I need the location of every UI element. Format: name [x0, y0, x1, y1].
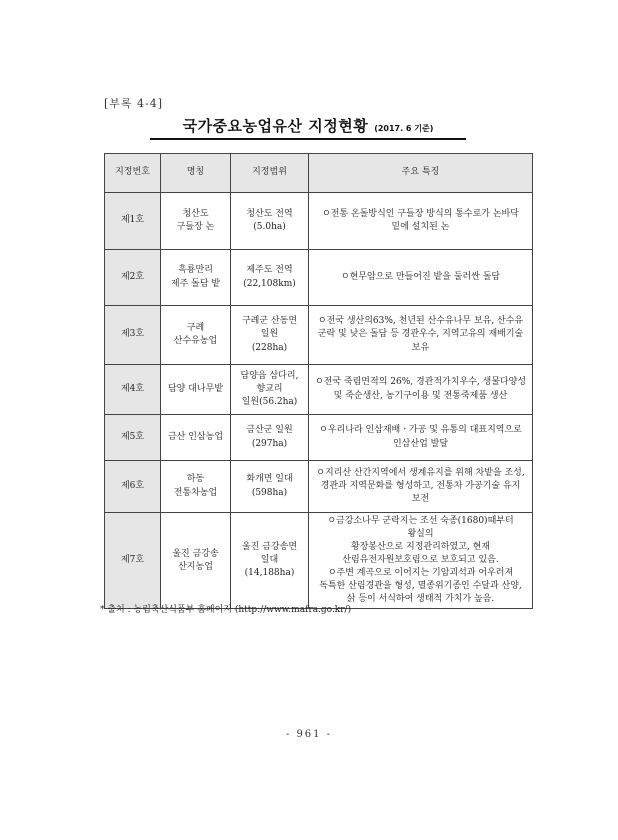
cell-name	[161, 193, 231, 250]
cell-id: 제6호	[105, 461, 161, 513]
cell-range	[231, 415, 309, 461]
cell-line: 제주 돌담 밭	[170, 278, 221, 289]
cell-line: (22,108km)	[243, 278, 296, 289]
cell-line: ㅇ주변 계곡으로 이어지는 기암괴석과 어우러져	[327, 568, 514, 579]
cell-line: ㅇ전국 죽림면적의 26%, 경관적가치우수, 생물다양성	[314, 377, 527, 388]
cell-range	[231, 461, 309, 513]
cell-line: 황장봉산으로 지정관리하였고, 현재	[351, 542, 490, 553]
appendix-label: [부록 4-4]	[104, 97, 164, 110]
cell-line: 산수유농업	[173, 336, 218, 346]
cell-line: 구들장 논	[176, 222, 215, 232]
cell-features	[309, 193, 533, 250]
page-number: - 961 -	[285, 729, 333, 740]
cell-line: 금산 인삼농업	[167, 431, 224, 442]
cell-name	[161, 250, 231, 306]
cell-range	[231, 513, 309, 609]
cell-name	[161, 365, 231, 415]
cell-line: ㅇ전국 생산의63%, 천년된 산수유나무 보유, 산수유	[317, 316, 524, 327]
title-underline	[150, 138, 466, 140]
cell-line: 제주도 전역	[246, 265, 293, 276]
cell-line: 구례	[186, 322, 205, 333]
cell-name	[161, 461, 231, 513]
cell-name	[161, 306, 231, 365]
cell-line: 삵 등이 서식하여 생태적 가치가 높음.	[346, 594, 495, 605]
cell-line: 인삼산업 발달	[392, 438, 449, 449]
header-features: 주요 특징	[309, 154, 533, 193]
cell-line: 전통차농업	[173, 487, 218, 498]
cell-line: 향교리	[256, 383, 283, 394]
title-date: (2017. 6 기준)	[374, 124, 434, 133]
cell-line: 보전	[411, 494, 430, 505]
cell-line: 화개면 일대	[246, 474, 293, 485]
cell-features	[309, 365, 533, 415]
cell-range	[231, 306, 309, 365]
table-row	[105, 461, 533, 513]
table-row	[105, 415, 533, 461]
cell-line: 청산도	[182, 208, 209, 219]
cell-line: (598ha)	[251, 487, 288, 498]
cell-name	[161, 415, 231, 461]
cell-line: ㅇ금강소나무 군락지는 조선 숙종(1680)때부터 왕실의	[327, 516, 514, 540]
cell-id: 제1호	[105, 193, 161, 250]
cell-line: 하동	[186, 474, 205, 485]
cell-range	[231, 193, 309, 250]
document-title	[150, 115, 466, 136]
cell-line: (14,188ha)	[244, 568, 295, 579]
cell-line: 산지농업	[178, 561, 213, 572]
cell-line: 울진 금강송	[172, 548, 219, 559]
cell-id: 제3호	[105, 306, 161, 365]
table-row	[105, 250, 533, 306]
cell-line: 경관과 지역문화를 형성하고, 전통차 가공기술 유지	[320, 480, 521, 491]
cell-line: 밑에 설치된 논	[391, 222, 450, 232]
cell-id: 제7호	[105, 513, 161, 609]
source-footnote: * 출처 : 농림축산식품부 홈페이지 (http://www.mafra.go.kr/)	[100, 605, 352, 615]
cell-line: 일원	[260, 329, 279, 340]
cell-line: 군락 및 낮은 돌담 등 경관우수, 지역고유의 재배기술	[317, 329, 524, 340]
cell-line: ㅇ현무암으로 만들어진 밭을 둘러싼 돌담	[340, 271, 501, 282]
title-text: 국가중요농업유산 지정현황	[182, 117, 369, 135]
cell-id: 제4호	[105, 365, 161, 415]
cell-range	[231, 250, 309, 306]
cell-line: ㅇ우리나라 인삼재배ㆍ가공 및 유통의 대표지역으로	[319, 425, 522, 436]
table-row	[105, 193, 533, 250]
cell-features	[309, 461, 533, 513]
cell-line: 보유	[411, 342, 430, 353]
cell-line: 독특한 산림경관을 형성, 멸종위기종인 수달과 산양,	[319, 581, 522, 592]
cell-id: 제2호	[105, 250, 161, 306]
cell-line: 담양 대나무밭	[167, 383, 224, 394]
header-id: 지정번호	[105, 154, 161, 193]
cell-range	[231, 365, 309, 415]
cell-line: ㅇ전통 온돌방식인 구들장 방식의 통수로가 논바닥	[322, 208, 519, 219]
cell-line: 울진 금강송면	[241, 542, 298, 553]
header-name: 명칭	[161, 154, 231, 193]
cell-line: 산림유전자원보호림으로 보호되고 있음.	[342, 555, 499, 566]
cell-line: 일대	[260, 555, 279, 566]
cell-features	[309, 250, 533, 306]
cell-line: ㅇ지리산 산간지역에서 생계유지를 위해 차밭을 조성,	[316, 467, 525, 478]
table-row	[105, 513, 533, 609]
cell-line: 금산군 일원	[246, 425, 293, 436]
cell-line: 흑룡만리	[178, 265, 213, 276]
cell-line: 구례군 산동면	[241, 316, 298, 327]
cell-line: 일원(56.2ha)	[241, 397, 298, 408]
cell-id: 제5호	[105, 415, 161, 461]
cell-features	[309, 306, 533, 365]
cell-line: 및 죽순생산, 농기구이용 및 전통죽제품 생산	[333, 390, 508, 401]
cell-line: (297ha)	[251, 438, 288, 449]
cell-features	[309, 415, 533, 461]
cell-line: 청산도 전역	[246, 208, 293, 219]
table-row	[105, 365, 533, 415]
cell-name	[161, 513, 231, 609]
table-header-row	[105, 154, 533, 193]
header-range: 지정범위	[231, 154, 309, 193]
cell-line: (5.0ha)	[253, 222, 286, 232]
cell-features	[309, 513, 533, 609]
cell-line: (228ha)	[251, 342, 288, 353]
designation-table	[104, 153, 533, 609]
table-row	[105, 306, 533, 365]
cell-line: 담양읍 삼다리,	[240, 370, 299, 381]
